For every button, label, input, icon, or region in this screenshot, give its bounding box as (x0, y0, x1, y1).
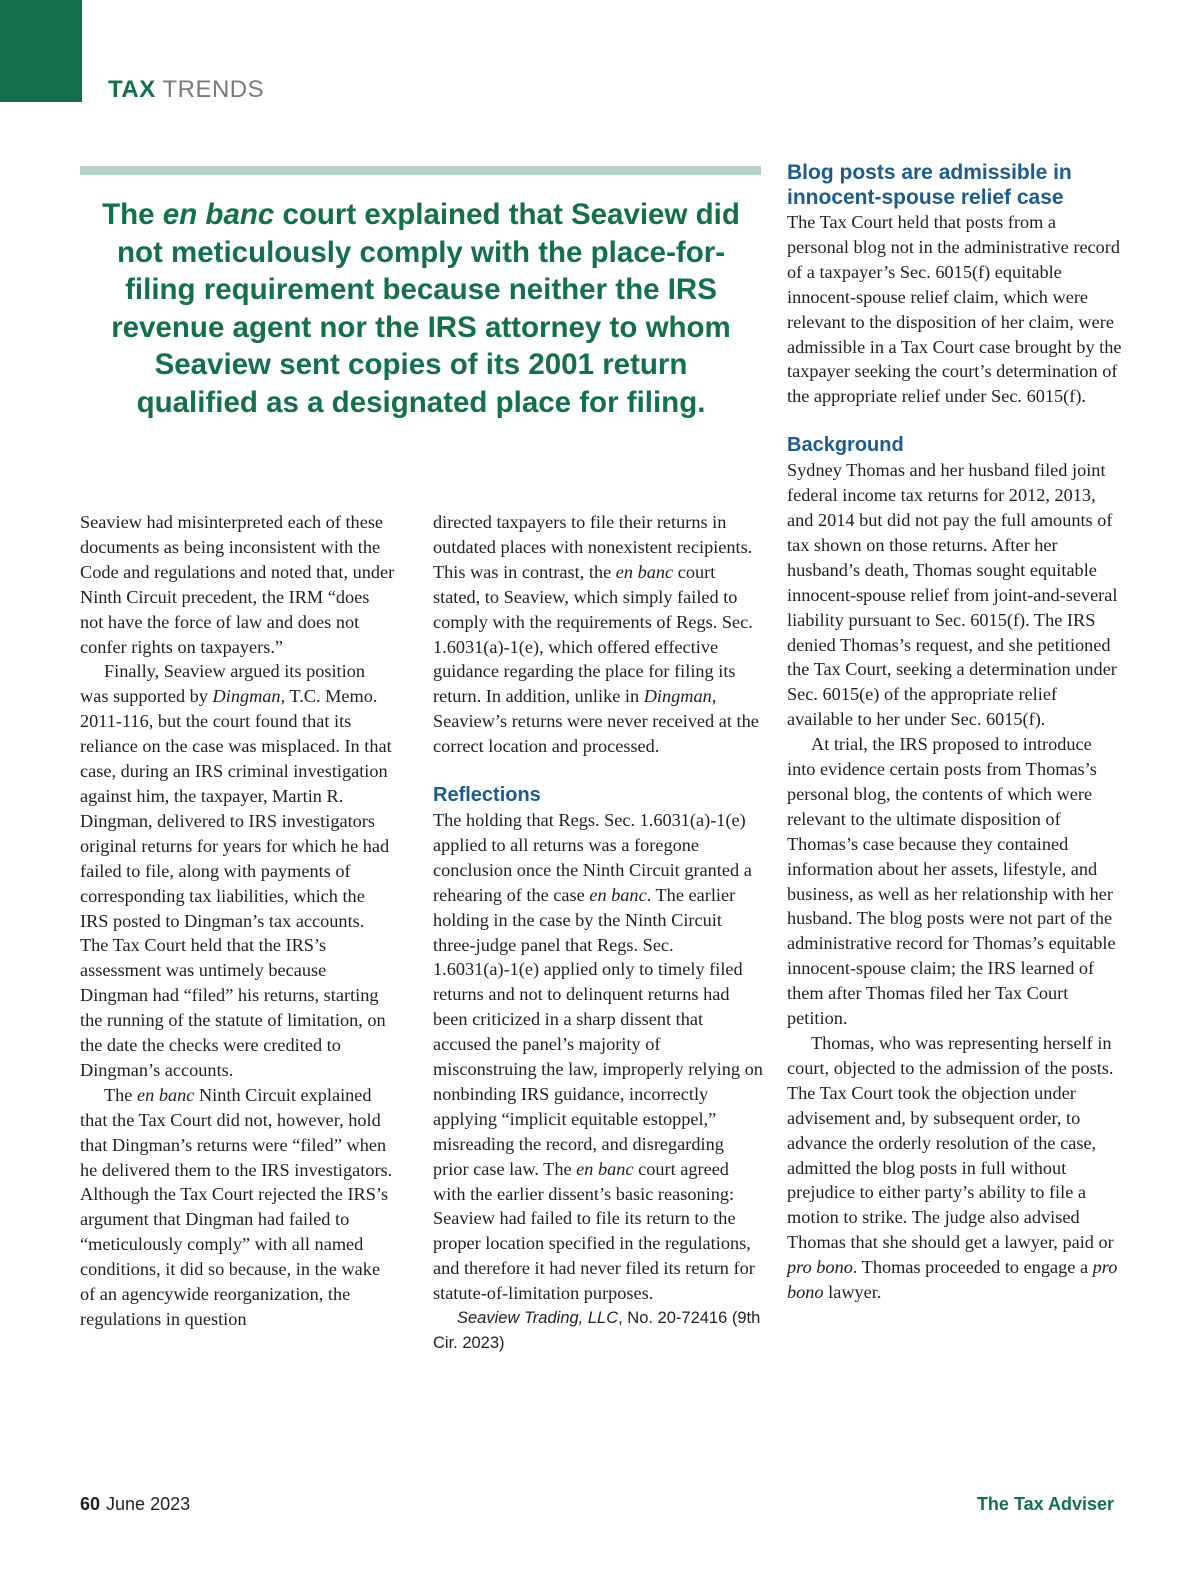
pull-quote-text-start: The (102, 198, 163, 231)
section-header-bold: TAX (108, 76, 156, 103)
column-left (80, 510, 395, 1332)
paragraph: Finally, Seaview argued its position was supported by Dingman, T.C. Memo. 2011-116, but the court found that its reliance on the case was misplaced. In that case, during an IRS criminal investigation against him, the taxpayer, Martin R. Dingman, delivered to IRS investigators original returns for years for which he had failed to file, along with payments of corresponding tax liabilities, which the IRS posted to Dingman’s tax accounts. The Tax Court held that the IRS’s assessment was untimely because Dingman had “filed” his returns, starting the running of the statute of limitation, on the date the checks were credited to Dingman’s accounts. (80, 661, 392, 1080)
paragraph: The en banc Ninth Circuit explained that the Tax Court did not, however, hold that Dingman’s returns were “filed” when he delivered them to the IRS investigators. Although the Tax Court rejected the IRS’s argument that Dingman had failed to “meticulously comply” with all named conditions, it did so because, in the wake of an agencywide reorganization, the regulations in question (80, 1084, 393, 1329)
pull-quote (92, 196, 750, 421)
section-header-light: TRENDS (162, 76, 265, 103)
paragraph: At trial, the IRS proposed to introduce into evidence certain posts from Thomas’s personal blog, the contents of which were relevant to the ultimate disposition of Thomas’s case because they contained information about her assets, lifestyle, and business, as well as her relationship with her husband. The blog posts were not part of the administrative record for Thomas’s equitable innocent-spouse claim; the IRS learned of them after Thomas filed her Tax Court petition. (787, 734, 1116, 1029)
paragraph: Thomas, who was representing herself in court, objected to the admission of the posts. The Tax Court took the objection under advisement and, by subsequent order, to advance the orderly resolution of the case, admitted the blog posts in full without prejudice to either party’s ability to file a motion to strike. The judge also advised Thomas that she should get a lawyer, paid or pro bono. Thomas proceeded to engage a pro bono lawyer. (787, 1033, 1118, 1303)
case-citation: Seaview Trading, LLC, No. 20-72416 (9th Cir. 2023) (433, 1309, 761, 1352)
issue-date: June 2023 (106, 1494, 191, 1514)
page-number: 60 (80, 1494, 101, 1514)
reflections-heading: Reflections (433, 784, 541, 807)
footer-page-info (80, 1494, 190, 1515)
paragraph: The Tax Court held that posts from a personal blog not in the administrative record of a taxpayer’s Sec. 6015(f) equitable innocent-spouse relief claim, which were relevant to the disposition of her claim, were admissible in a Tax Court case brought by the taxpayer seeking the court’s determination of the appropriate relief under Sec. 6015(f). (787, 212, 1122, 407)
paragraph: Seaview had misinterpreted each of these documents as being inconsistent with the Code and regulations and noted that, under Ninth Circuit precedent, the IRM “does not have the force of law and does not confer rights on taxpayers.” (80, 512, 395, 657)
section-header (108, 76, 264, 104)
paragraph: directed taxpayers to file their returns in outdated places with nonexistent recipients. This was in contrast, the en banc court stated, to Seaview, which simply failed to comply with the requirements of Regs. Sec. 1.6031(a)-1(e), which offered effective guidance regarding the place for filing its return. In addition, unlike in Dingman, Seaview’s returns were never received at the correct location and processed. (433, 512, 759, 757)
corner-color-block (0, 0, 82, 102)
article-heading: Blog posts are admissible in innocent-spouse relief case (787, 161, 1072, 209)
pull-quote-italic: en banc (162, 198, 275, 231)
column-right (787, 160, 1122, 1305)
background-heading: Background (787, 434, 904, 457)
paragraph: The holding that Regs. Sec. 1.6031(a)-1(e) applied to all returns was a foregone conclusion once the Ninth Circuit granted a rehearing of the case en banc. The earlier holding in the case by the Ninth Circuit three-judge panel that Regs. Sec. 1.6031(a)-1(e) applied only to timely filed returns and not to delinquent returns had been criticized in a sharp dissent that accused the panel’s majority of misconstruing the law, improperly relying on nonbinding IRS guidance, incorrectly applying “implicit equitable estoppel,” misreading the record, and disregarding prior case law. The en banc court agreed with the earlier dissent’s basic reasoning: Seaview had failed to file its return to the proper location specified in the regulations, and therefore it had never filed its return for statute-of-limitation purposes. (433, 809, 763, 1304)
pull-quote-text-end: court explained that Seaview did not meticulously comply with the place-for-filing requirement because neither the IRS revenue agent nor the IRS attorney to whom Seaview sent copies of its 2001 return qualified as a designated place for filing. (111, 198, 740, 419)
paragraph: Sydney Thomas and her husband filed joint federal income tax returns for 2012, 2013, and 2014 but did not pay the full amounts of tax shown on those returns. After her husband’s death, Thomas sought equitable innocent-spouse relief from joint-and-several liability pursuant to Sec. 6015(f). The IRS denied Thomas’s request, and she petitioned the Tax Court, seeking a determination under Sec. 6015(e) of the appropriate relief available to her under Sec. 6015(f). (787, 460, 1118, 730)
publication-name: The Tax Adviser (976, 1494, 1114, 1514)
pull-quote-rule (80, 166, 761, 175)
column-middle (433, 510, 763, 1356)
